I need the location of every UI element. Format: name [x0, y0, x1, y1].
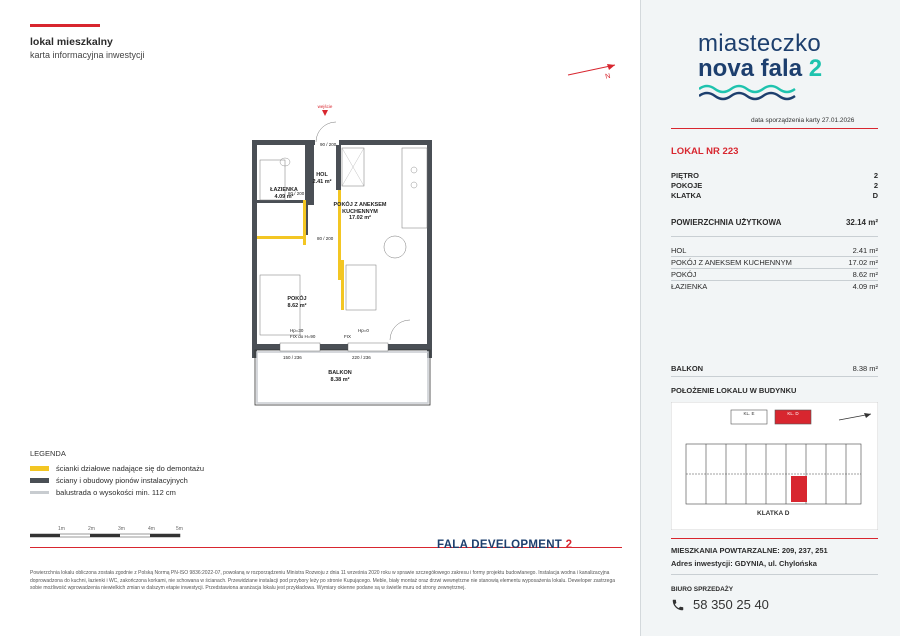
room-area-balkon: 8.38 m² [330, 376, 350, 383]
address: Adres inwestycji: GDYNIA, ul. Chylońska [671, 559, 817, 568]
divider [671, 376, 878, 377]
room-label-lazienka: ŁAZIENKA [270, 187, 298, 193]
divider [671, 236, 878, 237]
phone-number[interactable]: 58 350 25 40 [693, 597, 769, 612]
panel-divider-top [671, 128, 878, 129]
room-pokoj: POKÓJ 8.62 m² [671, 270, 878, 279]
room-hol: HOL 2.41 m² [671, 246, 878, 255]
location-title: POŁOŻENIE LOKALU W BUDYNKU [671, 386, 797, 395]
scale-5m: 5m [176, 526, 183, 532]
scale-4m: 4m [148, 526, 155, 532]
date-label: data sporządzenia karty 27.01.2026 [751, 117, 855, 124]
door-dim-pokoj-a: 150 / 236 [283, 355, 302, 360]
info-panel [640, 0, 900, 636]
panel-divider-bottom [671, 538, 878, 539]
scale-3m: 3m [118, 526, 125, 532]
sheet-title: lokal mieszkalny [30, 36, 113, 48]
repeat-units: MIESZKANIA POWTARZALNE: 209, 237, 251 [671, 546, 828, 555]
divider [671, 256, 878, 257]
kl-d-label: KL. D [787, 411, 799, 416]
legend-item-walls: ściany i obudowy pionów instalacyjnych [30, 476, 188, 485]
room-area-pokoj-kuchnia: 17.02 m² [348, 215, 371, 222]
door-dim-hol: 90 / 200 [320, 142, 337, 147]
legend-item-removable: ścianki działowe nadające się do demontażu [30, 464, 204, 473]
room-area-pokoj: 8.62 m² [287, 302, 307, 309]
sheet-subtitle: karta informacyjna inwestycji [30, 50, 145, 60]
door-dim-kuchnia: 80 / 200 [317, 236, 334, 241]
wave-logo-icon [699, 84, 809, 102]
scale-2m: 2m [88, 526, 95, 532]
footnote: Powierzchnia lokalu obliczona została zgodnie z Polską Normą PN-ISO 9836:2022-07, powołaną w rozporządzeniu Ministra Rozwoju z dnia 11 września 2020 roku w sprawie szczegółowego zakresu i formy projektu budowlanego. Instalacja wodna i kanalizacyjna doprowadzona do kuchni, łazienki i WC, zakończona korkami, nie schowana w ścianach. Przewidziane instalacji pod przybory leży po stronie Kupującego. Meble, biały montaż oraz drzwi wewnętrzne nie stanowią elementu wyposażenia lokalu. Deweloper zastrzega sobie możliwość wprowadzenia niewielkich zmian w dalszym etapie inwestycji. Przedstawiona aranżacja lokalu jest przykładowa. Wymiary okienne podane są w świetle muru od strony zewnętrznej. [30, 570, 616, 592]
legend-item-railing: balustrada o wysokości min. 112 cm [30, 488, 176, 497]
info-pietro: PIĘTRO 2 [671, 171, 878, 180]
window-note-fix-do: FIX do H=90 [290, 334, 316, 339]
room-label-pokoj: POKÓJ [287, 296, 307, 302]
door-dim-pokoj-b: 220 / 236 [352, 355, 371, 360]
kl-e-label: KL. E [743, 411, 755, 416]
header-accent [30, 24, 100, 27]
room-pokoj-kuchnia: POKÓJ Z ANEKSEM KUCHENNYM 17.02 m² [671, 258, 878, 267]
window-note-hp0: Hp=0 [358, 328, 369, 333]
window-note-fix: FIX [344, 334, 352, 339]
north-label: N [604, 72, 612, 81]
office-label: BIURO SPRZEDAŻY [671, 586, 734, 593]
north-arrow-icon [565, 58, 625, 82]
unit-location-marker [791, 476, 807, 502]
developer-logo: FALA DEVELOPMENT 2 [437, 539, 573, 551]
divider [671, 268, 878, 269]
room-label-balkon: BALKON [328, 370, 352, 376]
room-area-lazienka: 4.09 m² [274, 193, 294, 200]
room-area-hol: 2.41 m² [312, 178, 332, 185]
area-total: POWIERZCHNIA UŻYTKOWA 32.14 m² [671, 218, 878, 227]
entrance-label: wejście [317, 104, 333, 109]
divider [671, 574, 878, 575]
lokal-number: LOKAL NR 223 [671, 146, 739, 157]
phone-icon [671, 598, 685, 612]
divider [671, 280, 878, 281]
door-dim-lazienka: 80 / 200 [288, 191, 305, 196]
window-note-hp30: Hp=30 [290, 328, 304, 333]
room-lazienka: ŁAZIENKA 4.09 m² [671, 282, 878, 291]
info-klatka: KLATKA D [671, 191, 878, 200]
scale-1m: 1m [58, 526, 65, 532]
floor-plan [250, 100, 435, 410]
building-location-diagram [671, 402, 878, 530]
room-label-pokoj-kuchnia: POKÓJ Z ANEKSEM KUCHENNYM [333, 202, 387, 215]
info-pokoje: POKOJE 2 [671, 181, 878, 190]
brand-line1: miasteczko [698, 30, 822, 57]
klatka-d-label: KLATKA D [757, 510, 790, 517]
brand-line2: nova fala 2 [698, 55, 823, 82]
scale-bar [30, 533, 190, 541]
balkon-area: BALKON 8.38 m² [671, 364, 878, 373]
room-label-hol: HOL [316, 172, 328, 178]
legend-title: LEGENDA [30, 449, 66, 458]
